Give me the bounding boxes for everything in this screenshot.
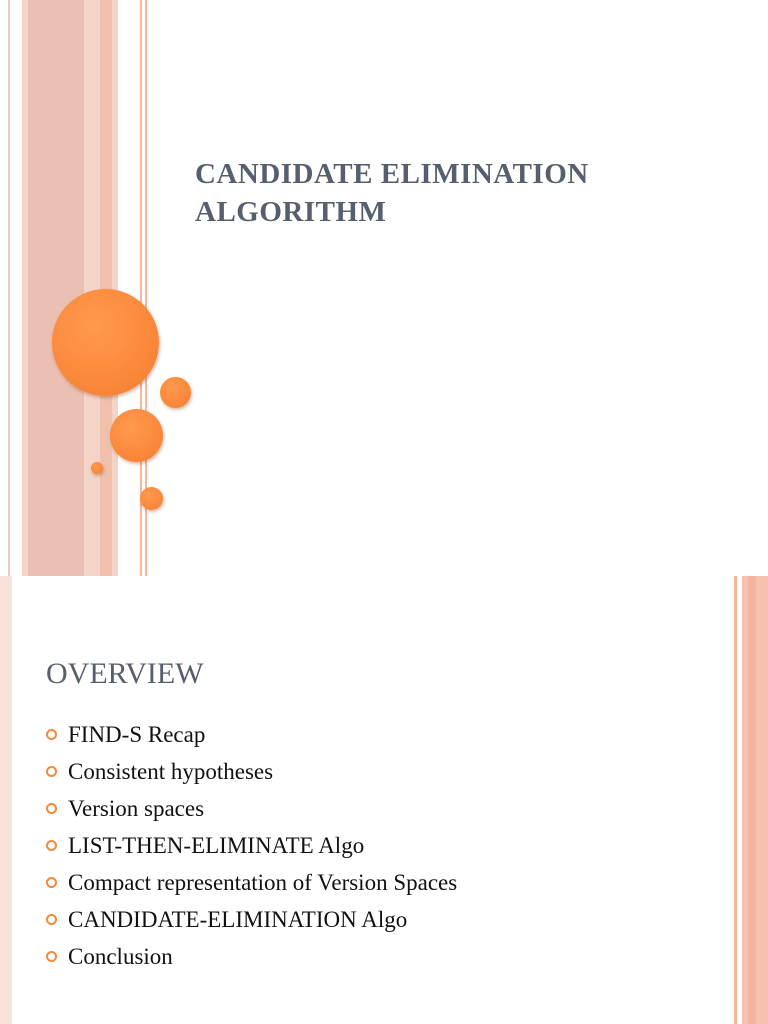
list-item bbox=[46, 716, 457, 753]
decorative-circle-large bbox=[52, 289, 159, 396]
list-item-text: Consistent hypotheses bbox=[68, 758, 274, 784]
list-item bbox=[46, 790, 457, 827]
ring-bullet-icon bbox=[46, 840, 57, 851]
bullet-list bbox=[46, 716, 457, 975]
slide-heading: OVERVIEW bbox=[46, 657, 204, 690]
list-item bbox=[46, 827, 457, 864]
ring-bullet-icon bbox=[46, 951, 57, 962]
slide-title-line: ALGORITHM bbox=[195, 196, 387, 228]
list-item-text: Compact representation of Version Spaces bbox=[68, 869, 458, 895]
decorative-circle-small bbox=[140, 487, 163, 510]
ring-bullet-icon bbox=[46, 766, 57, 777]
decorative-stripe bbox=[8, 0, 10, 576]
list-item-text: LIST-THEN-ELIMINATE Algo bbox=[68, 832, 365, 858]
ring-bullet-icon bbox=[46, 914, 57, 925]
decorative-stripe bbox=[734, 576, 737, 1024]
decorative-circle-small bbox=[160, 377, 191, 408]
list-item-text: Conclusion bbox=[68, 943, 173, 969]
ring-bullet-icon bbox=[46, 803, 57, 814]
overview-slide bbox=[0, 576, 768, 1024]
decorative-stripe bbox=[140, 0, 142, 576]
decorative-stripe bbox=[748, 576, 756, 1024]
slide-title-line: CANDIDATE ELIMINATION bbox=[195, 158, 589, 190]
list-item bbox=[46, 753, 457, 790]
slide-title bbox=[195, 155, 715, 231]
list-item bbox=[46, 864, 457, 901]
decorative-circle-medium bbox=[110, 409, 163, 462]
list-item bbox=[46, 938, 457, 975]
list-item-text: CANDIDATE-ELIMINATION Algo bbox=[68, 906, 408, 932]
decorative-stripe bbox=[100, 0, 112, 576]
decorative-stripe bbox=[28, 0, 84, 576]
ring-bullet-icon bbox=[46, 729, 57, 740]
ring-bullet-icon bbox=[46, 877, 57, 888]
list-item bbox=[46, 901, 457, 938]
list-item-text: Version spaces bbox=[68, 795, 205, 821]
list-item-text: FIND-S Recap bbox=[68, 721, 206, 747]
decorative-circle-tiny bbox=[91, 462, 103, 474]
decorative-stripe bbox=[0, 576, 12, 1024]
